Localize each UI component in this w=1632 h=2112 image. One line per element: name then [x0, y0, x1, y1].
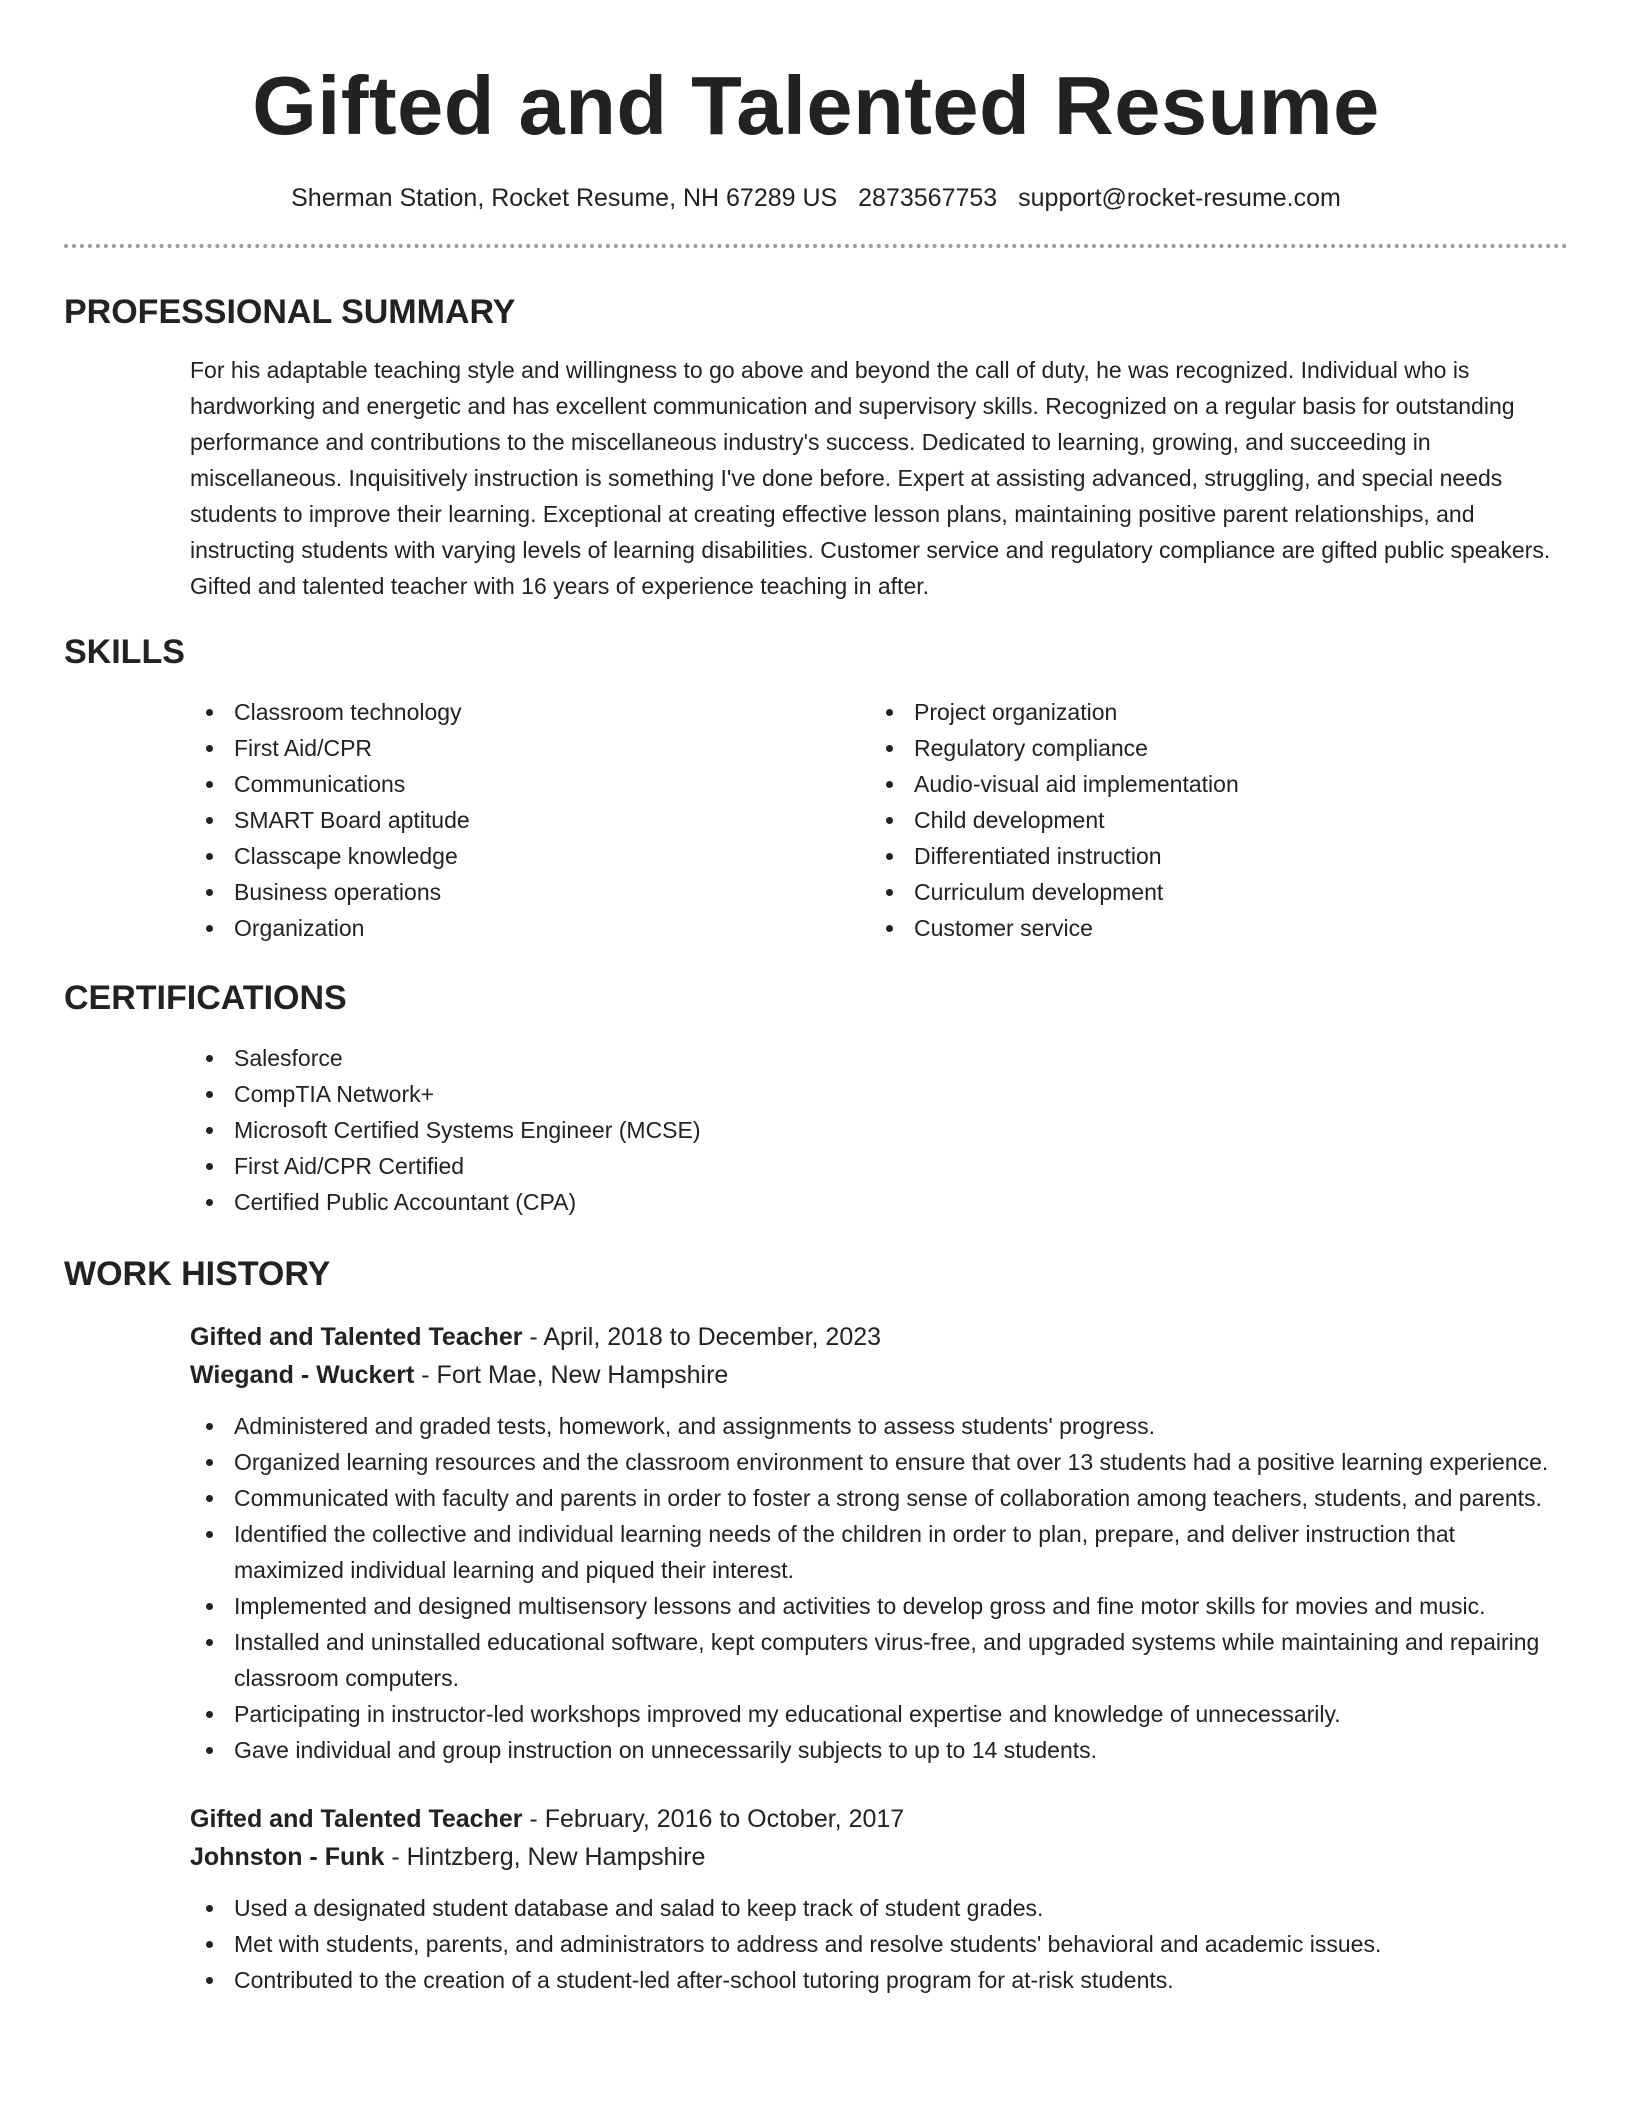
summary-heading: PROFESSIONAL SUMMARY [64, 293, 516, 331]
job-duty-item: Organized learning resources and the classroom environment to ensure that over 13 students had a positive learning experience. [190, 1444, 1568, 1480]
job-duty-item: Communicated with faculty and parents in order to foster a strong sense of collaboration among teachers, students, and parents. [190, 1480, 1568, 1516]
skills-list-right [870, 694, 1550, 946]
certifications-section [190, 1040, 1568, 1220]
job-company: Johnston - Funk [190, 1843, 385, 1871]
job-duty-item: Identified the collective and individual learning needs of the children in order to plan, prepare, and deliver instruction that maximized individual learning and piqued their interest. [190, 1516, 1568, 1588]
skills-section [190, 694, 1568, 946]
job-duties-list [190, 1890, 1568, 1998]
skill-item: Customer service [870, 910, 1550, 946]
job-title-line [190, 1800, 1568, 1838]
skills-list-left [190, 694, 870, 946]
job-entry [190, 1800, 1568, 1998]
job-duties-list [190, 1408, 1568, 1768]
skill-item: Communications [190, 766, 870, 802]
job-duty-item: Administered and graded tests, homework, and assignments to assess students' progress. [190, 1408, 1568, 1444]
job-duty-item: Contributed to the creation of a student-led after-school tutoring program for at-risk students. [190, 1962, 1568, 1998]
job-entry [190, 1318, 1568, 1768]
header-divider [64, 244, 1568, 248]
job-duty-item: Gave individual and group instruction on unnecessarily subjects to up to 14 students. [190, 1732, 1568, 1768]
skill-item: Classroom technology [190, 694, 870, 730]
certification-item: CompTIA Network+ [190, 1076, 1568, 1112]
job-company-line [190, 1356, 1568, 1394]
certification-item: Certified Public Accountant (CPA) [190, 1184, 1568, 1220]
summary-section [190, 352, 1568, 604]
work-history-heading: WORK HISTORY [64, 1255, 331, 1293]
certification-item: Salesforce [190, 1040, 1568, 1076]
resume-page [64, 0, 1568, 1998]
resume-title: Gifted and Talented Resume [252, 59, 1380, 152]
job-title: Gifted and Talented Teacher [190, 1805, 523, 1833]
certifications-list [190, 1040, 1568, 1220]
skill-item: First Aid/CPR [190, 730, 870, 766]
job-location: - Hintzberg, New Hampshire [384, 1843, 706, 1871]
skill-item: SMART Board aptitude [190, 802, 870, 838]
job-title-line [190, 1318, 1568, 1356]
job-dates: - April, 2018 to December, 2023 [522, 1323, 882, 1351]
skill-item: Project organization [870, 694, 1550, 730]
skills-heading: SKILLS [64, 633, 185, 671]
skill-item: Differentiated instruction [870, 838, 1550, 874]
job-duty-item: Participating in instructor-led workshops improved my educational expertise and knowledge of unnecessarily. [190, 1696, 1568, 1732]
skill-item: Curriculum development [870, 874, 1550, 910]
certification-item: First Aid/CPR Certified [190, 1148, 1568, 1184]
certifications-heading: CERTIFICATIONS [64, 979, 347, 1017]
job-duty-item: Installed and uninstalled educational software, kept computers virus-free, and upgraded systems while maintaining and repairing classroom computers. [190, 1624, 1568, 1696]
job-company-line [190, 1838, 1568, 1876]
job-location: - Fort Mae, New Hampshire [414, 1361, 729, 1389]
job-duty-item: Implemented and designed multisensory lessons and activities to develop gross and fine motor skills for movies and music. [190, 1588, 1568, 1624]
job-dates: - February, 2016 to October, 2017 [522, 1805, 905, 1833]
certification-item: Microsoft Certified Systems Engineer (MCSE) [190, 1112, 1568, 1148]
contact-line [64, 182, 1568, 214]
contact-address: Sherman Station, Rocket Resume, NH 67289 US [291, 184, 838, 212]
skill-item: Organization [190, 910, 870, 946]
job-duty-item: Used a designated student database and salad to keep track of student grades. [190, 1890, 1568, 1926]
skill-item: Business operations [190, 874, 870, 910]
skill-item: Regulatory compliance [870, 730, 1550, 766]
summary-text: For his adaptable teaching style and willingness to go above and beyond the call of duty, he was recognized. Individual who is hardworking and energetic and has excellent communication and supervisory skills. Recognized on a regular basis for outstanding performance and contributions to the miscellaneous industry's success. Dedicated to learning, growing, and succeeding in miscellaneous. Inquisitively instruction is something I've done before. Expert at assisting advanced, struggling, and special needs students to improve their learning. Exceptional at creating effective lesson plans, maintaining positive parent relationships, and instructing students with varying levels of learning disabilities. Customer service and regulatory compliance are gifted public speakers. Gifted and talented teacher with 16 years of experience teaching in after. [190, 357, 1551, 599]
job-company: Wiegand - Wuckert [190, 1361, 415, 1389]
contact-phone: 2873567753 [858, 184, 998, 212]
job-duty-item: Met with students, parents, and administrators to address and resolve students' behavioral and academic issues. [190, 1926, 1568, 1962]
skill-item: Classcape knowledge [190, 838, 870, 874]
job-title: Gifted and Talented Teacher [190, 1323, 523, 1351]
contact-email: support@rocket-resume.com [1018, 184, 1341, 212]
skill-item: Audio-visual aid implementation [870, 766, 1550, 802]
skill-item: Child development [870, 802, 1550, 838]
